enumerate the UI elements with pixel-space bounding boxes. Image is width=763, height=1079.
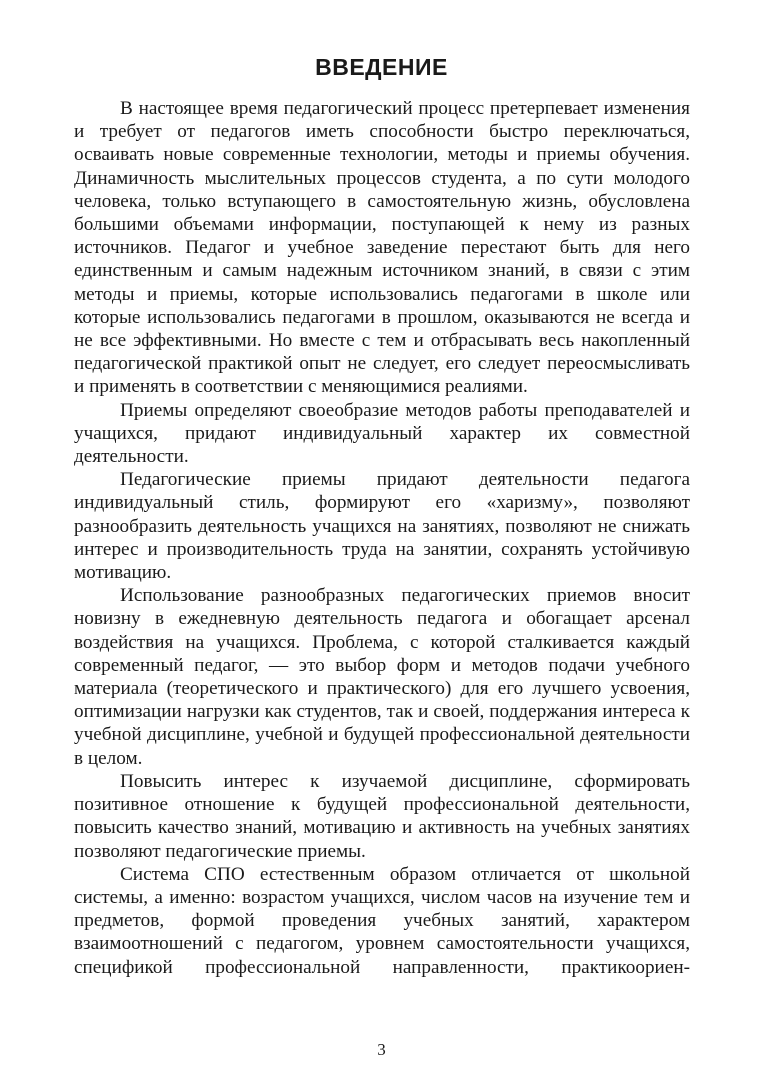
page-title: ВВЕДЕНИЕ	[315, 54, 448, 80]
paragraph: Педагогические приемы придают деятельности педагога индивидуальный стиль, формируют его «харизму», позволяют разнообразить деятельность учащихся на занятиях, позволяют не снижать интерес и производительность труда на занятии, сохранять устойчивую мотивацию.	[74, 469, 690, 584]
body-text	[74, 97, 690, 979]
page-number: 3	[377, 1040, 386, 1059]
paragraph: Приемы определяют своеобразие методов работы преподавателей и учащихся, придают индивидуальный характер их совместной деятельности.	[74, 399, 690, 468]
paragraph: Использование разнообразных педагогических приемов вносит новизну в ежедневную деятельность педагога и обогащает арсенал воздействия на учащихся. Проблема, с которой сталкивается каждый современный педагог, — это выбор форм и методов подачи учебного материала (теоретического и практического) для его лучшего усвоения, оптимизации нагрузки как студентов, так и своей, поддержания интереса к учебной дисциплине, учебной и будущей профессиональной деятельности в целом.	[74, 585, 690, 769]
paragraph: Повысить интерес к изучаемой дисциплине, сформировать позитивное отношение к будущей профессиональной деятельности, повысить качество знаний, мотивацию и активность на учебных занятиях позволяют педагогические приемы.	[74, 770, 690, 862]
paragraph: Система СПО естественным образом отличается от школьной системы, а именно: возрастом учащихся, числом часов на изучение тем и предметов, формой проведения учебных занятий, характером взаимоотношений с педагогом, уровнем самостоятельности учащихся, спецификой профессиональной направленности, практикоориен-	[74, 863, 690, 978]
paragraph: В настоящее время педагогический процесс претерпевает изменения и требует от педагогов иметь способности быстро переключаться, осваивать новые современные технологии, методы и приемы обучения. Динамичность мыслительных процессов студента, а по сути молодого человека, только вступающего в самостоятельную жизнь, обусловлена большими объемами информации, поступающей к нему из разных источников. Педагог и учебное заведение перестают быть для него единственным и самым надежным источником знаний, в связи с этим методы и приемы, которые использовались педагогами в школе или которые использовались педагогами в прошлом, оказываются не всегда и не все эффективными. Но вместе с тем и отбрасывать весь накопленный педагогической практикой опыт не следует, его следует переосмысливать и применять в соответствии с меняющимися реалиями.	[74, 98, 690, 398]
